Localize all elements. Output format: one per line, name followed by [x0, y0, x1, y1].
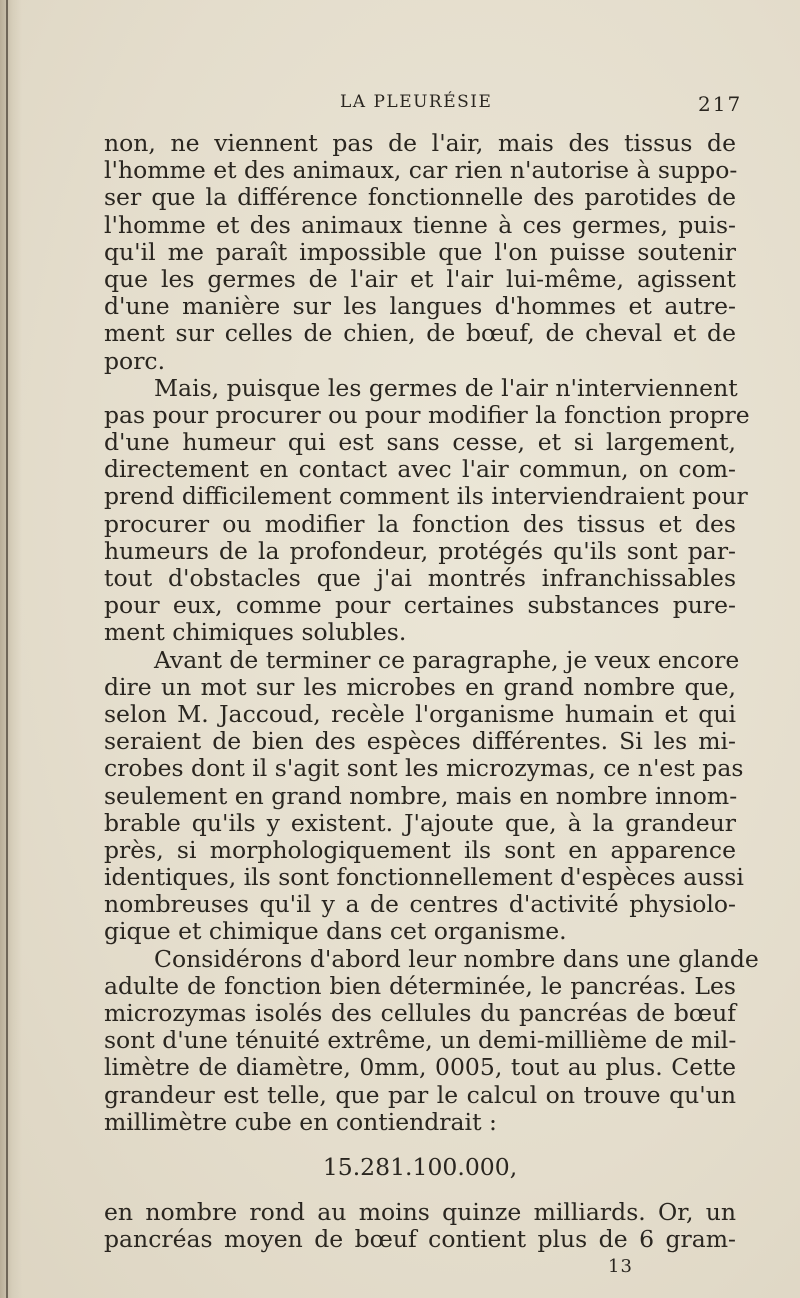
centered-number: 15.281.100.000, — [322, 1152, 518, 1181]
paragraph-start: Avant de terminer ce paragraphe, je veux encore — [154, 645, 740, 674]
text-line: qu'il me paraît impossible que l'on puisse soutenir — [104, 237, 736, 266]
text-line: l'homme et des animaux, car rien n'autorise à suppo- — [104, 156, 738, 185]
binding-edge — [0, 0, 22, 1298]
text-line: ment sur celles de chien, de bœuf, de cheval et de — [104, 319, 736, 348]
paragraph-start: Considérons d'abord leur nombre dans une glande — [154, 944, 759, 973]
text-line: brable qu'ils y existent. J'ajoute que, à la grandeur — [104, 808, 736, 837]
text-line: humeurs de la profondeur, protégés qu'ils sont par- — [104, 536, 736, 565]
text-line: pas pour procurer ou pour modifier la fonction propre — [104, 400, 750, 429]
text-line: millimètre cube en contiendrait : — [104, 1107, 497, 1136]
text-line: dire un mot sur les microbes en grand nombre que, — [104, 672, 736, 701]
running-title: LA PLEURÉSIE — [340, 92, 493, 112]
text-line: directement en contact avec l'air commun, on com- — [104, 455, 736, 484]
text-line: crobes dont il s'agit sont les microzymas, ce n'est pas — [104, 754, 744, 783]
body-text — [104, 129, 759, 1254]
page-header — [0, 92, 800, 118]
text-line: l'homme et des animaux tienne à ces germes, puis- — [104, 210, 736, 239]
page-number: 217 — [698, 92, 743, 116]
text-line: d'une manière sur les langues d'hommes et autre- — [104, 292, 736, 321]
spacer — [104, 1136, 736, 1154]
text-line: selon M. Jaccoud, recèle l'organisme humain et qui — [104, 699, 736, 728]
text-line: grandeur est telle, que par le calcul on trouve qu'un — [104, 1080, 736, 1109]
text-line: tout d'obstacles que j'ai montrés infranchissables — [104, 564, 736, 592]
text-line: ment chimiques solubles. — [104, 618, 407, 647]
text-line: adulte de fonction bien déterminée, le pancréas. Les — [104, 971, 736, 1000]
text-line: ser que la différence fonctionnelle des parotides de — [104, 183, 736, 212]
spacer — [104, 1181, 736, 1199]
text-line: limètre de diamètre, 0mm, 0005, tout au plus. Cette — [104, 1053, 736, 1082]
text-line: procurer ou modifier la fonction des tissus et des — [104, 509, 736, 538]
text-line: seraient de bien des espèces différentes. Si les mi- — [104, 727, 736, 756]
text-line: pour eux, comme pour certaines substances pure- — [104, 591, 736, 620]
text-line: d'une humeur qui est sans cesse, et si largement, — [104, 428, 736, 457]
text-line: pancréas moyen de bœuf contient plus de 6 gram- — [104, 1225, 736, 1254]
text-line: identiques, ils sont fonctionnellement d'espèces aussi — [104, 863, 744, 892]
text-line: seulement en grand nombre, mais en nombre innom- — [104, 781, 738, 810]
text-line: en nombre rond au moins quinze milliards. Or, un — [104, 1198, 736, 1227]
paragraph-start: Mais, puisque les germes de l'air n'interviennent — [154, 373, 738, 402]
binding-line — [6, 0, 8, 1298]
text-line: près, si morphologiquement ils sont en apparence — [104, 835, 736, 864]
text-line: microzymas isolés des cellules du pancréas de bœuf — [104, 999, 736, 1027]
text-line: prend difficilement comment ils interviendraient pour — [104, 482, 748, 511]
text-line: nombreuses qu'il y a de centres d'activité physiolo- — [104, 890, 736, 919]
text-line: que les germes de l'air et l'air lui-même, agissent — [104, 264, 736, 293]
signature-mark: 13 — [608, 1256, 633, 1277]
text-line: non, ne viennent pas de l'air, mais des tissus de — [104, 129, 736, 157]
text-line: porc. — [104, 346, 166, 375]
text-line: sont d'une ténuité extrême, un demi-millième de mil- — [104, 1026, 737, 1055]
text-line: gique et chimique dans cet organisme. — [104, 917, 567, 946]
